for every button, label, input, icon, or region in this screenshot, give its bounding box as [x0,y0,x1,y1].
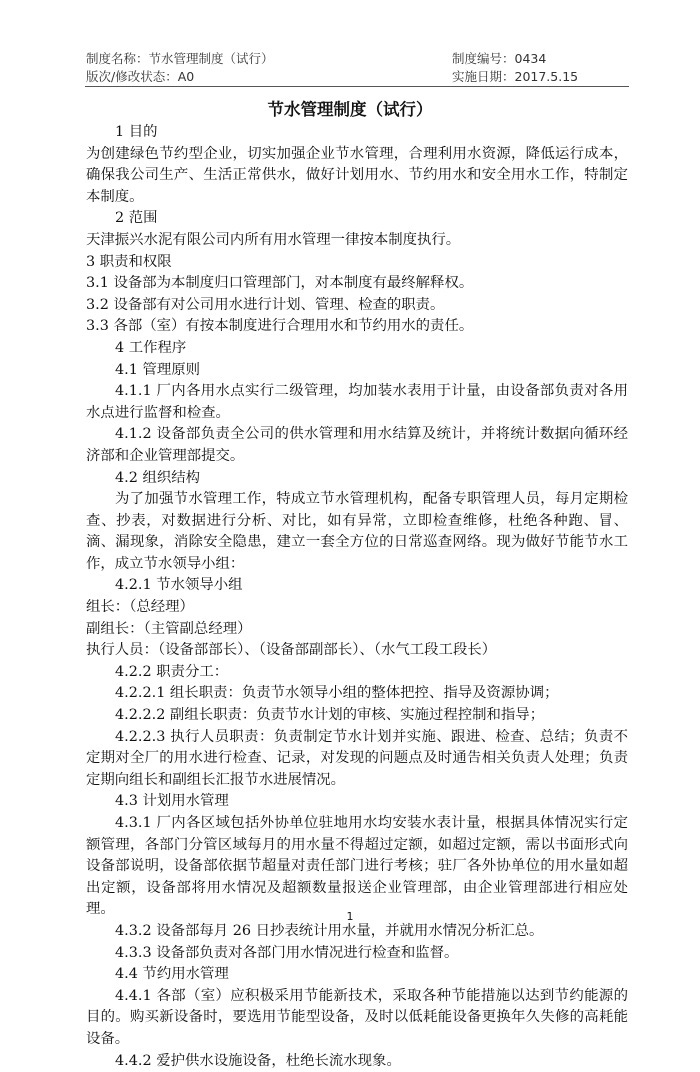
paragraph: 4.2.2.1 组长职责：负责节水领导小组的整体把控、指导及资源协调； [115,685,559,702]
header-effective-date: 实施日期：2017.5.15 [452,69,579,84]
paragraph: 4.2.2.2 副组长职责：负责节水计划的审核、实施过程控制和指导； [115,707,545,724]
header-doc-code: 制度编号：0434 [452,51,547,66]
header-doc-name: 制度名称：节水管理制度（试行） [86,51,274,66]
heading-water-saving: 4.4 节约用水管理 [115,966,229,983]
heading-responsibilities: 3 职责和权限 [86,253,172,270]
paragraph: 4.3.2 设备部每月 26 日抄表统计用水量，并就用水情况分析汇总。 [115,922,544,939]
paragraph: 4.3.3 设备部负责对各部门用水情况进行检查和监督。 [115,944,459,961]
paragraph: 副组长：（主管副总经理） [86,620,252,637]
paragraph: 4.4.1 各部（室）应积极采用节能新技术，采取各种节能措施以达到节约能源的目的。购买新设备时，要选用节能型设备，及时以低耗能设备更换年久失修的高耗能设备。 [86,987,628,1047]
heading-organization: 4.2 组织结构 [115,469,201,486]
paragraph: 为创建绿色节约型企业，切实加强企业节水管理，合理利用水资源，降低运行成本，确保我公司生产、生活正常供水，做好计划用水、节约用水和安全用水工作，特制定本制度。 [86,145,628,205]
header-divider [85,86,629,87]
paragraph: 4.1.2 设备部负责全公司的供水管理和用水结算及统计，并将统计数据向循环经济部和企业管理部提交。 [86,426,628,464]
paragraph: 4.4.2 爱护供水设施设备，杜绝长流水现象。 [115,1052,401,1069]
paragraph: 4.2.2.3 执行人员职责：负责制定节水计划并实施、跟进、检查、总结；负责不定期对全厂的用水进行检查、记录，对发现的问题点及时通告相关负责人处理；负责定期向组长和副组长汇报节水进展情况。 [86,728,628,788]
paragraph: 4.3.1 厂内各区域包括外协单位驻地用水均安装水表计量，根据具体情况实行定额管理，各部门分管区域每月的用水量不得超过定额，如超过定额，需以书面形式向设备部说明，设备部依据节超量对责任部门进行考核；驻厂各外协单位的用水量如超出定额，设备部将用水情况及超额数量报送企业管理部，由企业管理部进行相应处理。 [86,815,628,918]
paragraph: 3.2 设备部有对公司用水进行计划、管理、检查的职责。 [86,296,445,313]
header-version: 版次/修改状态：A0 [86,69,195,84]
heading-planned-water: 4.3 计划用水管理 [115,793,229,810]
heading-scope: 2 范围 [115,210,158,227]
heading-procedure: 4 工作程序 [115,339,187,356]
paragraph: 为了加强节水管理工作，特成立节水管理机构，配备专职管理人员，每月定期检查、抄表，对数据进行分析、对比，如有异常，立即检查维修，杜绝各种跑、冒、滴、漏现象，消除安全隐患，建立一套全方位的日常巡查网络。现为做好节能节水工作，成立节水领导小组： [86,491,628,572]
heading-leading-group: 4.2.1 节水领导小组 [115,577,243,594]
paragraph: 天津振兴水泥有限公司内所有用水管理一律按本制度执行。 [86,231,461,248]
heading-duties: 4.2.2 职责分工： [115,663,229,680]
paragraph: 4.1.1 厂内各用水点实行二级管理，均加装水表用于计量，由设备部负责对各用水点进行监督和检查。 [86,383,628,421]
page-number: 1 [346,910,354,923]
document-body [86,122,628,1072]
paragraph: 执行人员：（设备部部长）、（设备部副部长）、（水气工段工段长） [86,642,497,659]
document-title: 节水管理制度（试行） [267,100,433,119]
paragraph: 组长：（总经理） [86,599,194,616]
heading-purpose: 1 目的 [115,124,158,140]
paragraph: 3.3 各部（室）有按本制度进行合理用水和节约用水的责任。 [86,318,474,335]
heading-principles: 4.1 管理原则 [115,361,201,378]
paragraph: 3.1 设备部为本制度归口管理部门，对本制度有最终解释权。 [86,275,474,292]
